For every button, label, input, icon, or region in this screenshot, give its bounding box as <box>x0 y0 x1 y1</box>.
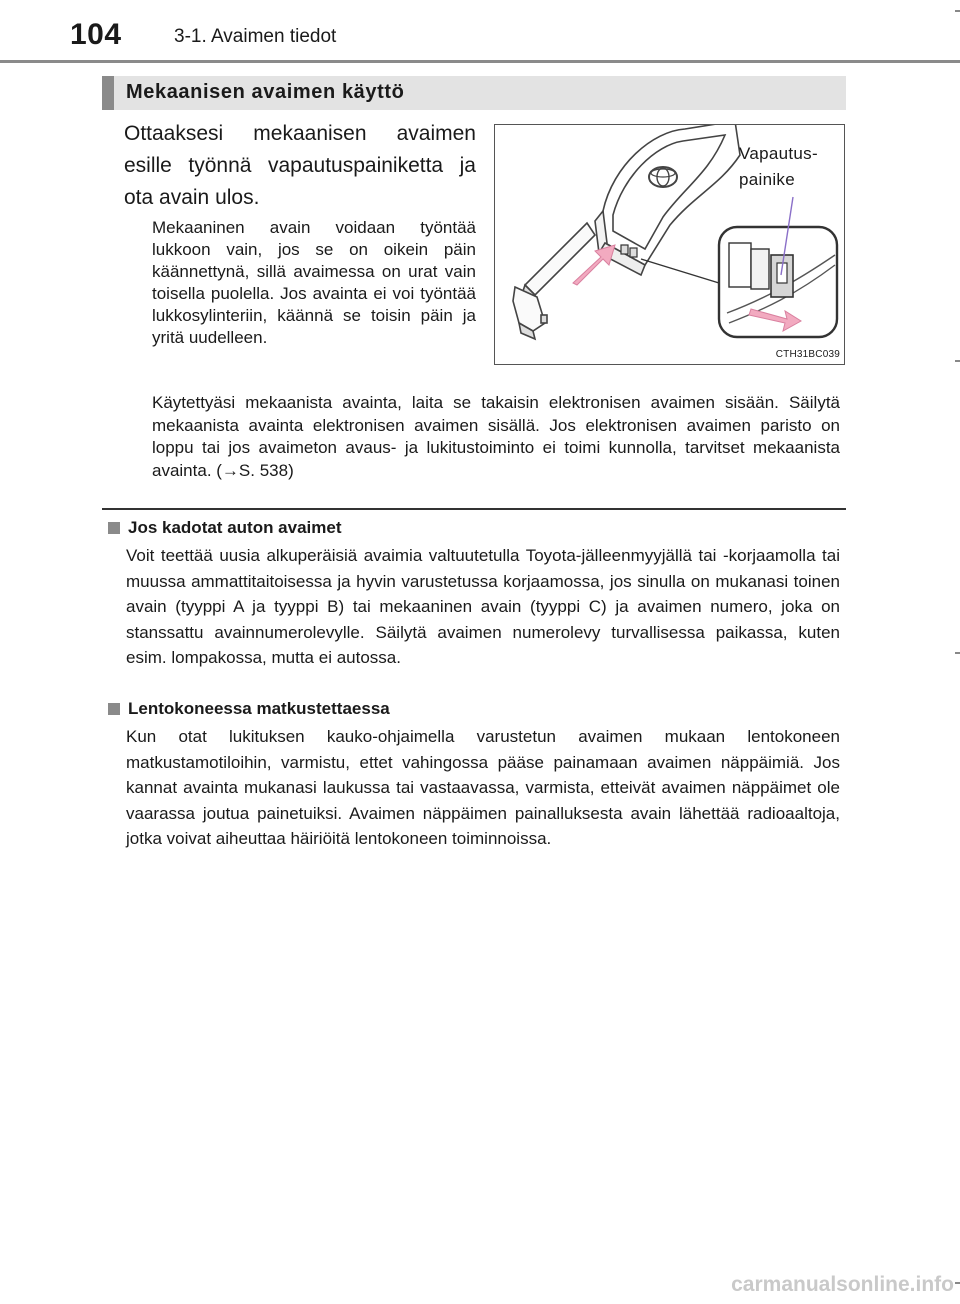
callout-line-2: painike <box>739 170 795 189</box>
subhead-lost-keys <box>108 518 342 538</box>
inset-pointer-line <box>641 259 719 283</box>
section-label: 3-1. Avaimen tiedot <box>174 26 337 47</box>
callout-line-1: Vapautus- <box>739 144 818 163</box>
key-usage-paragraph: Käytettyäsi mekaanista avainta, laita se takaisin elektronisen avaimen sisään. Säilytä mekaanista avainta elektronisen avaimen sisällä. Jos elektronisen avaimen paristo on loppu tai jos avaimeton avaus- ja lukitustoiminto ei toimi kunnolla, tarvitset mekaanista avainta. (→S. 538) <box>152 393 840 480</box>
mechanical-key-icon <box>513 223 595 339</box>
edge-tick <box>955 10 960 12</box>
lost-keys-paragraph: Voit teettää uusia alkuperäisiä avaimia valtuutetulla Toyota-jälleenmyyjällä tai -korjaamolla tai muussa ammattitaitoisessa ja hyvin varustetussa korjaamossa, jos sinulla on mukanasi toinen avain (tyyppi A ja tyyppi B) tai mekaaninen avain (tyyppi C) ja avaimen numero, joka on stanssattu avainnumerolevylle. Säilytä avaimen numerolevy turvallisessa paikassa, kuten esim. lompakossa, mutta ei autossa. <box>126 546 840 667</box>
bullet-square-icon <box>108 522 120 534</box>
key-illustration <box>494 124 845 365</box>
intro-instruction: Ottaaksesi mekaanisen avaimen esille työnnä vapautuspainiketta ja ota avain ulos. <box>124 122 476 209</box>
figure-code: CTH31BC039 <box>775 349 840 360</box>
subhead-air-travel-text: Lentokoneessa matkustettaessa <box>128 699 390 718</box>
subhead-lost-keys-text: Jos kadotat auton avaimet <box>128 518 342 537</box>
edge-tick <box>955 360 960 362</box>
section-divider <box>102 508 846 510</box>
bullet-square-icon <box>108 703 120 715</box>
section-title-bar <box>102 76 846 110</box>
subhead-air-travel <box>108 699 390 719</box>
title-accent <box>102 76 114 110</box>
air-travel-paragraph: Kun otat lukituksen kauko-ohjaimella varustetun avaimen mukaan lentokoneen matkustamotiloihin, varmistu, ettet vahingossa pääse painamaan avaimen näppäimiä. Jos kannat avainta mukanasi laukussa tai vastaavassa, varmista, etteivät avaimen näppäimet ole vaarassa joutua painetuiksi. Avaimen näppäimen painalluksesta avain lähettää radioaaltoja, jotka voivat aiheuttaa häiriöitä lentokoneen toiminnoissa. <box>126 727 840 848</box>
header-rule <box>0 60 960 63</box>
page-number: 104 <box>70 18 122 51</box>
footer-watermark: carmanualsonline.info <box>731 1273 954 1296</box>
edge-tick <box>955 652 960 654</box>
section-title: Mekaanisen avaimen käyttö <box>126 81 405 103</box>
edge-tick <box>955 1282 960 1284</box>
inset-detail <box>719 227 837 337</box>
release-button-callout <box>739 141 818 193</box>
key-orientation-note: Mekaaninen avain voidaan työntää lukkoon vain, jos se on oikein päin käännettynä, sillä avaimessa on urat vain toisella puolella. Jos avainta ei voi työntää lukkosylinteriin, käännä se toisin päin ja yritä uudelleen. <box>152 218 476 347</box>
